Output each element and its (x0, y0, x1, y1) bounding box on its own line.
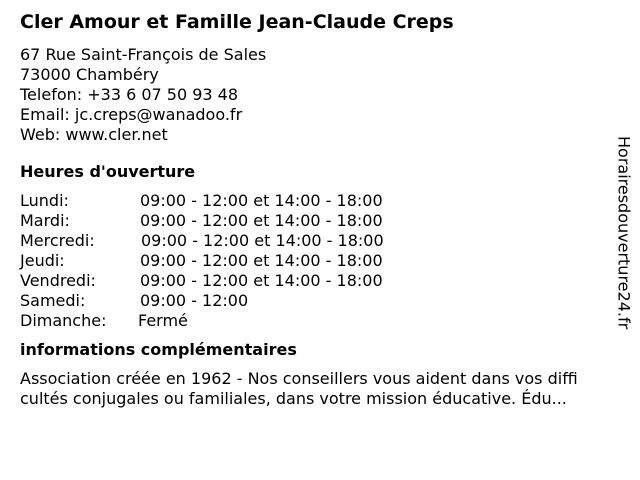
time-value: 09:00 - 12:00 et 14:00 - 18:00 (140, 211, 383, 230)
hours-row-dimanche (20, 311, 620, 331)
time-value: 09:00 - 12:00 et 14:00 - 18:00 (140, 251, 383, 270)
website[interactable]: Web: www.cler.net (20, 125, 168, 144)
business-card (20, 10, 620, 409)
day-label: Lundi: (20, 191, 69, 210)
day-label: Samedi: (20, 291, 86, 310)
address-line-1: 67 Rue Saint-François de Sales (20, 45, 267, 64)
watermark (612, 136, 636, 346)
day-label: Jeudi: (20, 251, 65, 270)
contact-block (20, 45, 620, 145)
address-line-2: 73000 Chambéry (20, 65, 159, 84)
time-value: Fermé (138, 311, 188, 330)
hours-row-vendredi (20, 271, 620, 291)
hours-row-jeudi (20, 251, 620, 271)
email-address[interactable]: Email: jc.creps@wanadoo.fr (20, 105, 243, 124)
hours-row-lundi (20, 191, 620, 211)
additional-info-heading: informations complémentaires (20, 340, 297, 359)
hours-row-mercredi (20, 231, 620, 251)
info-line-1: Association créée en 1962 - Nos conseillers vous aident dans vos diffi (20, 369, 578, 388)
day-label: Mardi: (20, 211, 70, 230)
time-value: 09:00 - 12:00 et 14:00 - 18:00 (140, 191, 383, 210)
hours-row-samedi (20, 291, 620, 311)
time-value: 09:00 - 12:00 et 14:00 - 18:00 (140, 271, 383, 290)
opening-hours-heading: Heures d'ouverture (20, 162, 196, 181)
day-label: Vendredi: (20, 271, 96, 290)
time-value: 09:00 - 12:00 (140, 291, 249, 310)
phone-number[interactable]: Telefon: +33 6 07 50 93 48 (20, 85, 239, 104)
time-value: 09:00 - 12:00 et 14:00 - 18:00 (141, 231, 384, 250)
hours-row-mardi (20, 211, 620, 231)
info-line-2: cultés conjugales ou familiales, dans votre mission éducative. Édu... (20, 389, 567, 408)
day-label: Mercredi: (20, 231, 95, 250)
opening-hours-table (20, 191, 620, 331)
watermark-text: Horairesdouverture24.fr (614, 136, 634, 330)
business-title: Cler Amour et Famille Jean-Claude Creps (20, 11, 454, 33)
additional-info-text (20, 369, 620, 409)
day-label: Dimanche: (20, 311, 107, 330)
